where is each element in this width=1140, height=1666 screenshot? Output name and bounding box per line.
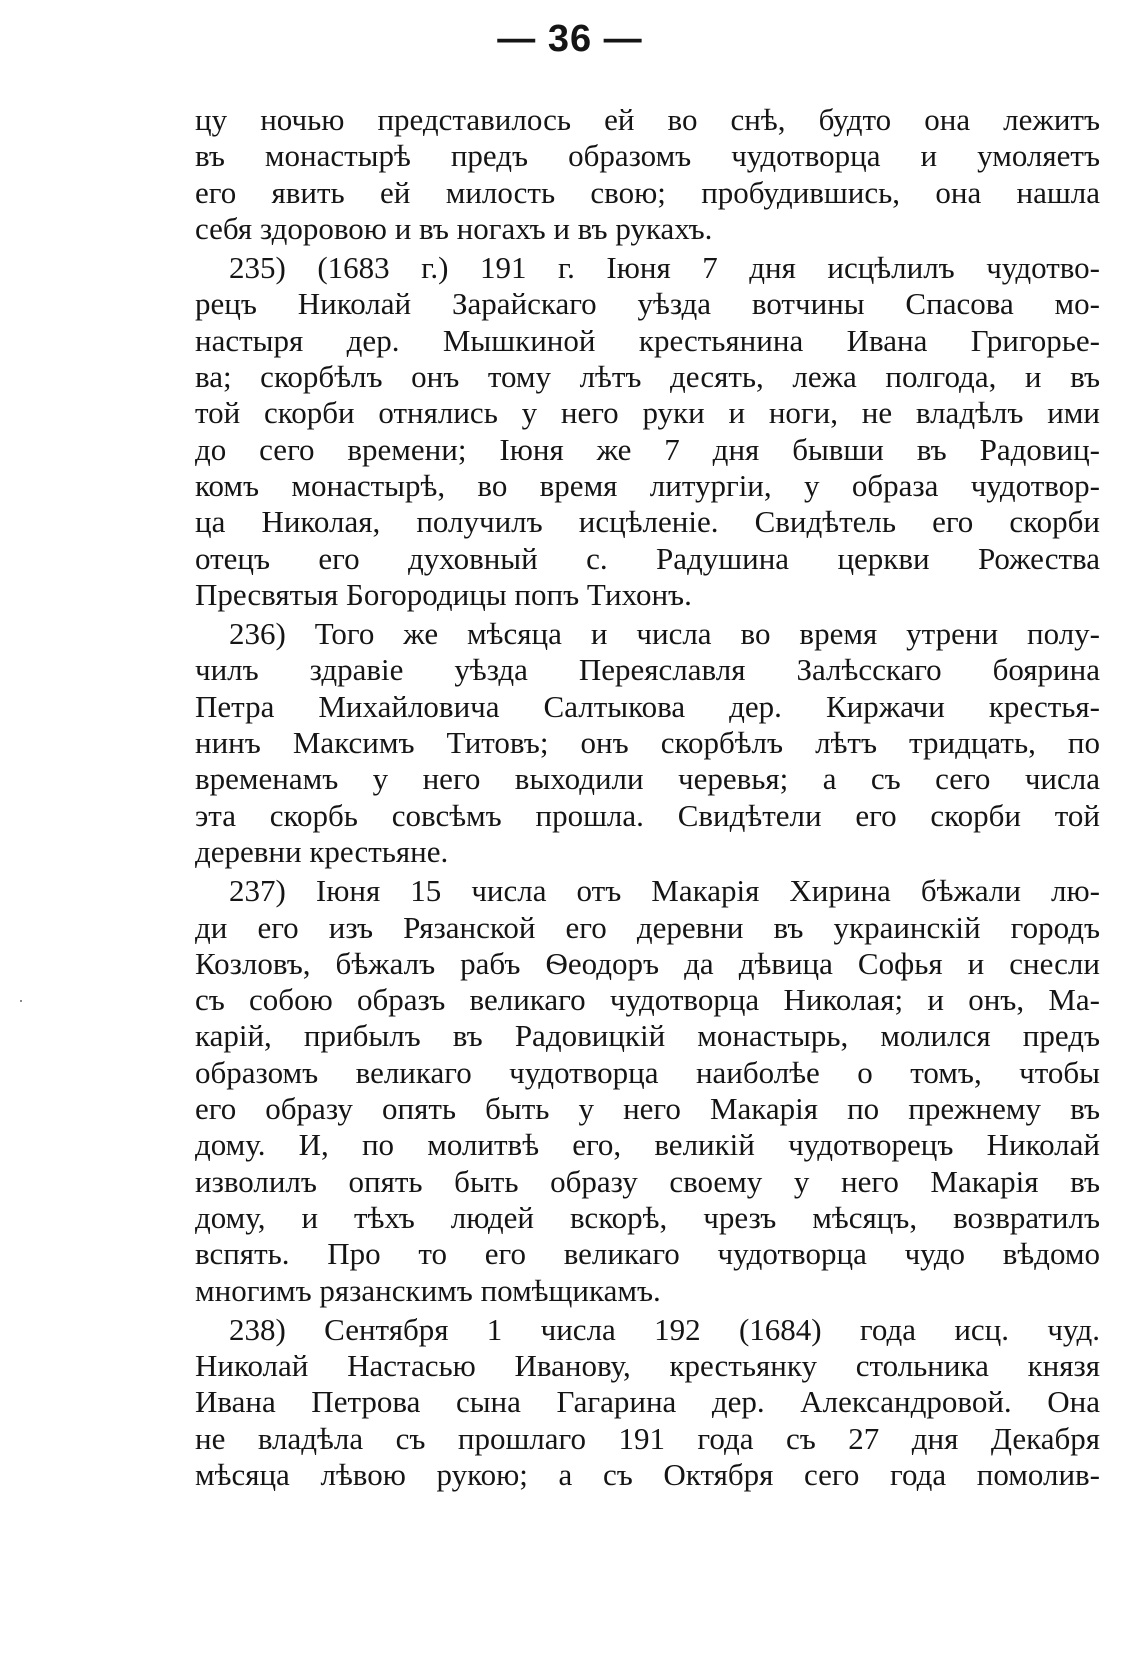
text-line: Ивана Петрова сына Гагарина дер. Александровой. Она bbox=[195, 1384, 1100, 1420]
text-line: мѣсяца лѣвою рукою; а съ Октября сего года помолив- bbox=[195, 1456, 1100, 1492]
text-line: изволилъ опять быть образу своему у него Макарія въ bbox=[195, 1163, 1100, 1199]
text-line: дому. И, по молитвѣ его, великій чудотворецъ Николай bbox=[195, 1127, 1100, 1163]
paragraph-237-start: 237) Іюня 15 числа отъ Макарія Хирина бѣжали лю- bbox=[229, 873, 1100, 909]
text-line: карій, прибылъ въ Радовицкій монастырь, молился предъ bbox=[195, 1018, 1100, 1054]
text-line: Пресвятыя Богородицы попъ Тихонъ. bbox=[195, 576, 692, 612]
text-line: рецъ Николай Зарайскаго уѣзда вотчины Спасова мо- bbox=[195, 286, 1100, 322]
text-line: ца Николая, получилъ исцѣленіе. Свидѣтель его скорби bbox=[195, 504, 1100, 540]
text-line: въ монастырѣ предъ образомъ чудотворца и умоляетъ bbox=[195, 138, 1100, 174]
text-line: дому, и тѣхъ людей вскорѣ, чрезъ мѣсяцъ, возвратилъ bbox=[195, 1199, 1100, 1235]
paragraph-235-start: 235) (1683 г.) 191 г. Іюня 7 дня исцѣлилъ чудотво- bbox=[229, 250, 1100, 286]
paragraph-238-start: 238) Сентября 1 числа 192 (1684) года исц. чуд. bbox=[229, 1311, 1100, 1347]
text-line: цу ночью представилось ей во снѣ, будто она лежитъ bbox=[195, 102, 1100, 137]
text-line: той скорби отнялись у него руки и ноги, не владѣлъ ими bbox=[195, 395, 1100, 431]
text-line: нинъ Максимъ Титовъ; онъ скорбѣлъ лѣтъ тридцать, по bbox=[195, 725, 1100, 761]
text-line: вспять. Про то его великаго чудотворца чудо вѣдомо bbox=[195, 1236, 1100, 1272]
page-number: — 36 — bbox=[497, 18, 643, 60]
text-line: не владѣла съ прошлаго 191 года съ 27 дня Декабря bbox=[195, 1420, 1100, 1456]
text-line: его образу опять быть у него Макарія по прежнему въ bbox=[195, 1091, 1100, 1127]
text-line: до сего времени; Іюня же 7 дня бывши въ Радовиц- bbox=[195, 431, 1100, 467]
text-line: ди его изъ Рязанской его деревни въ украинскій городъ bbox=[195, 909, 1100, 945]
scan-speck bbox=[20, 1000, 22, 1002]
text-line: Козловъ, бѣжалъ рабъ Ѳеодоръ да дѣвица Софья и снесли bbox=[195, 945, 1100, 981]
text-line: образомъ великаго чудотворца наиболѣе о томъ, чтобы bbox=[195, 1054, 1100, 1090]
page-text bbox=[195, 102, 1100, 1493]
text-line: настыря дер. Мышкиной крестьянина Ивана Григорье- bbox=[195, 322, 1100, 358]
text-line: его явить ей милость свою; пробудившись, она нашла bbox=[195, 174, 1100, 210]
text-line: себя здоровою и въ ногахъ и въ рукахъ. bbox=[195, 210, 713, 246]
text-line: многимъ рязанскимъ помѣщикамъ. bbox=[195, 1272, 661, 1308]
text-line: эта скорбь совсѣмъ прошла. Свидѣтели его скорби той bbox=[195, 797, 1100, 833]
text-line: временамъ у него выходили черевья; а съ сего числа bbox=[195, 761, 1100, 797]
text-line: отецъ его духовный с. Радушина церкви Рожества bbox=[195, 540, 1100, 576]
text-line: ва; скорбѣлъ онъ тому лѣтъ десять, лежа полгода, и въ bbox=[195, 359, 1100, 395]
text-line: чилъ здравіе уѣзда Переяславля Залѣсскаго боярина bbox=[195, 652, 1100, 688]
paragraph-236-start: 236) Того же мѣсяца и числа во время утрени полу- bbox=[229, 616, 1100, 652]
text-line: Петра Михайловича Салтыкова дер. Киржачи крестья- bbox=[195, 688, 1100, 724]
text-line: Николай Настасью Иванову, крестьянку стольника князя bbox=[195, 1348, 1100, 1384]
text-line: деревни крестьяне. bbox=[195, 833, 449, 869]
text-line: комъ монастырѣ, во время литургіи, у образа чудотвор- bbox=[195, 467, 1100, 503]
text-line: съ собою образъ великаго чудотворца Николая; и онъ, Ма- bbox=[195, 982, 1100, 1018]
